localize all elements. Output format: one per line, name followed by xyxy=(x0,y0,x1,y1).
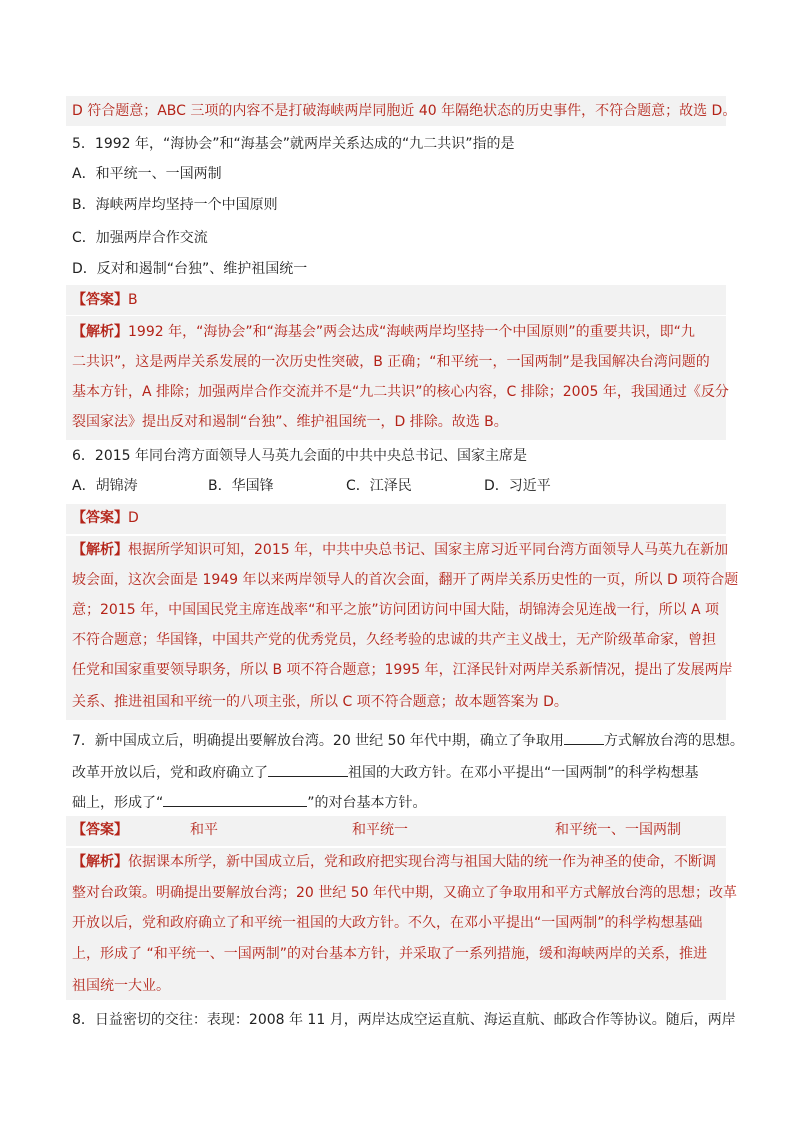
answer-tag: 【答案】 xyxy=(72,510,128,526)
q7-text: 改革开放以后，党和政府确立了 xyxy=(72,765,268,781)
q6-analysis-line-4: 不符合题意；华国锋，中国共产党的优秀党员，久经考验的忠诚的共产主义战士，无产阶级革命家，曾担 xyxy=(72,632,716,648)
q7-text: 方式解放台湾的思想。 xyxy=(603,733,744,749)
q7-answer-2: 和平统一 xyxy=(352,822,408,838)
q4-analysis-tail: D 符合题意；ABC 三项的内容不是打破海峡两岸同胞近 40 年隔绝状态的历史事件，不符合题意；故选 D。 xyxy=(72,103,737,119)
analysis-text: 依据课本所学，新中国成立后，党和政府把实现台湾与祖国大陆的统一作为神圣的使命，不断调 xyxy=(128,854,716,870)
q7-answer-tag xyxy=(72,820,128,840)
q6-analysis-line-3: 意；2015 年，中国国民党主席连战率“和平之旅”访问团访问中国大陆，胡锦涛会见连战一行，所以 A 项 xyxy=(72,602,720,618)
analysis-text: 1992 年，“海协会”和“海基会”两会达成“海峡两岸均坚持一个中国原则”的重要共识，即“九 xyxy=(128,324,695,340)
q6-stem: 6．2015 年同台湾方面领导人马英九会面的中共中央总书记、国家主席是 xyxy=(72,448,527,464)
q7-analysis-line-2: 整对台政策。明确提出要解放台湾；20 世纪 50 年代中期，又确立了争取用和平方式解放台湾的思想；改革 xyxy=(72,885,737,901)
q7-answer-1: 和平 xyxy=(190,822,218,838)
q5-analysis-line-1 xyxy=(72,322,695,342)
q5-option-d: D．反对和遏制“台独”、维护祖国统一 xyxy=(72,261,308,277)
q8-stem: 8．日益密切的交往：表现：2008 年 11 月，两岸达成空运直航、海运直航、邮政合作等协议。随后，两岸 xyxy=(72,1012,736,1028)
q7-stem-line-2 xyxy=(72,762,699,783)
q6-option-c: C．江泽民 xyxy=(346,478,412,494)
q6-analysis-line-2: 坡会面，这次会面是 1949 年以来两岸领导人的首次会面，翻开了两岸关系历史性的一页，所以 D 项符合题 xyxy=(72,572,739,588)
answer-value: D xyxy=(128,510,139,526)
q7-text: 祖国的大政方针。在邓小平提出“一国两制”的科学构想基 xyxy=(348,765,699,781)
answer-block-q5 xyxy=(66,285,726,315)
fill-blank-3[interactable] xyxy=(163,792,307,807)
fill-blank-1[interactable] xyxy=(564,730,604,745)
analysis-tag: 【解析】 xyxy=(72,324,128,340)
q6-option-d: D．习近平 xyxy=(484,478,551,494)
answer-block-q6 xyxy=(66,504,726,534)
q5-analysis-line-4: 裂国家法》提出反对和遏制“台独”、维护祖国统一，D 排除。故选 B。 xyxy=(72,414,508,430)
answer-value: B xyxy=(128,292,138,308)
q5-analysis-line-3: 基本方针，A 排除；加强两岸合作交流并不是“九二共识”的核心内容，C 排除；2005 年，我国通过《反分 xyxy=(72,384,729,400)
q7-text: ”的对台基本方针。 xyxy=(307,795,427,811)
answer-tag: 【答案】 xyxy=(72,292,128,308)
q5-option-c: C．加强两岸合作交流 xyxy=(72,230,208,246)
answer-tag: 【答案】 xyxy=(72,822,128,838)
q7-analysis-line-3: 开放以后，党和政府确立了和平统一祖国的大政方针。不久，在邓小平提出“一国两制”的科学构想基础 xyxy=(72,915,703,931)
analysis-tag: 【解析】 xyxy=(72,854,128,870)
q7-analysis-line-4: 上，形成了 “和平统一、一国两制”的对台基本方针，并采取了一系列措施，缓和海峡两岸的关系，推进 xyxy=(72,946,707,962)
q7-answer-3: 和平统一、一国两制 xyxy=(555,822,681,838)
q6-analysis-line-1 xyxy=(72,540,728,560)
q6-answer xyxy=(72,508,139,528)
q6-analysis-line-6: 关系、推进祖国和平统一的八项主张，所以 C 项不符合题意；故本题答案为 D。 xyxy=(72,694,568,710)
q7-analysis-line-5: 祖国统一大业。 xyxy=(72,978,170,994)
q7-text: 7．新中国成立后，明确提出要解放台湾。20 世纪 50 年代中期，确立了争取用 xyxy=(72,733,564,749)
q7-stem-line-3 xyxy=(72,792,427,813)
q7-text: 础上，形成了“ xyxy=(72,795,164,811)
q5-option-a: A．和平统一、一国两制 xyxy=(72,166,222,182)
q7-analysis-line-1 xyxy=(72,852,716,872)
q6-option-b: B．华国锋 xyxy=(208,478,274,494)
q5-stem: 5．1992 年，“海协会”和“海基会”就两岸关系达成的“九二共识”指的是 xyxy=(72,136,515,152)
q5-option-b: B．海峡两岸均坚持一个中国原则 xyxy=(72,197,278,213)
analysis-text: 根据所学知识可知，2015 年，中共中央总书记、国家主席习近平同台湾方面领导人马英九在新加 xyxy=(128,542,729,558)
q7-stem-line-1 xyxy=(72,730,744,751)
analysis-tag: 【解析】 xyxy=(72,542,128,558)
q5-answer xyxy=(72,290,138,310)
fill-blank-2[interactable] xyxy=(268,762,348,777)
q5-analysis-line-2: 二共识”，这是两岸关系发展的一次历史性突破，B 正确；“和平统一，一国两制”是我国解决台湾问题的 xyxy=(72,354,710,370)
q6-analysis-line-5: 任党和国家重要领导职务，所以 B 项不符合题意；1995 年，江泽民针对两岸关系新情况，提出了发展两岸 xyxy=(72,662,733,678)
q6-option-a: A．胡锦涛 xyxy=(72,478,138,494)
